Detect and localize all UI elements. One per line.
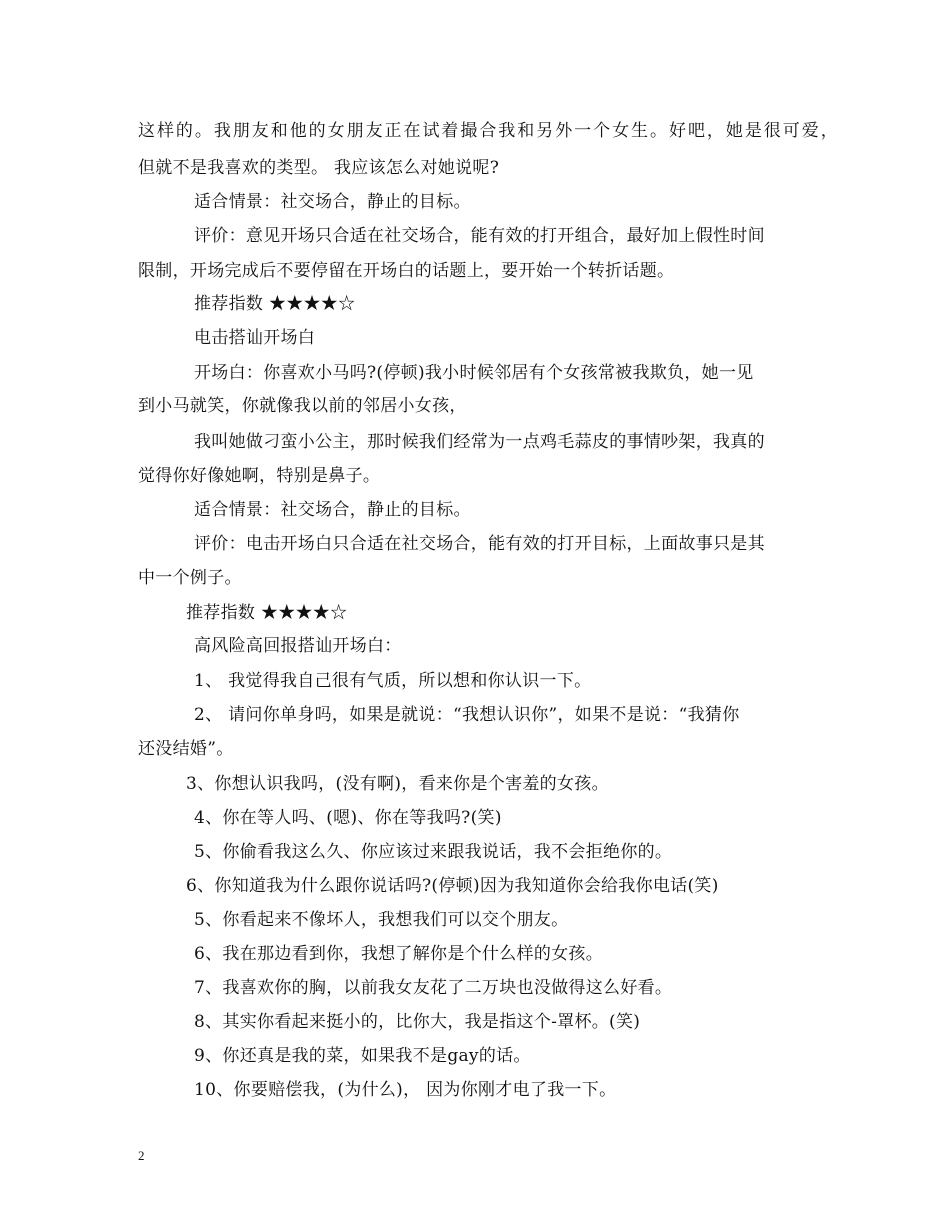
list-item-3: 3、你想认识我吗，(没有啊)，看来你是个害羞的女孩。 bbox=[186, 774, 609, 794]
list-item-5b: 5、你看起来不像坏人，我想我们可以交个朋友。 bbox=[194, 910, 569, 930]
text-line-13: 评价：电击开场白只合适在社交场合，能有效的打开目标，上面故事只是其 bbox=[194, 534, 765, 554]
text-line-1: 这样的。我朋友和他的女朋友正在试着撮合我和另外一个女生。好吧，她是很可爱， bbox=[138, 121, 838, 141]
section-heading-shock: 电击搭讪开场白 bbox=[194, 328, 316, 348]
list-item-10: 10、你要赔偿我，(为什么)， 因为你刚才电了我一下。 bbox=[194, 1080, 617, 1100]
list-item-4: 4、你在等人吗、(嗯)、你在等我吗?(笑) bbox=[194, 808, 502, 828]
text-line-12: 适合情景：社交场合，静止的目标。 bbox=[194, 500, 471, 520]
page-number: 2 bbox=[138, 1148, 145, 1163]
text-line-4: 评价：意见开场只合适在社交场合，能有效的打开组合，最好加上假性时间 bbox=[194, 226, 765, 246]
text-line-10: 我叫她做刁蛮小公主，那时候我们经常为一点鸡毛蒜皮的事情吵架，我真的 bbox=[194, 432, 765, 452]
list-item-8: 8、其实你看起来挺小的，比你大，我是指这个-罩杯。(笑) bbox=[194, 1012, 641, 1032]
list-item-2-continuation: 还没结婚”。 bbox=[138, 739, 234, 759]
list-item-6: 6、你知道我为什么跟你说话吗?(停顿)因为我知道你会给我你电话(笑) bbox=[186, 876, 719, 896]
list-item-5: 5、你偷看我这么久、你应该过来跟我说话，我不会拒绝你的。 bbox=[194, 842, 673, 862]
rating-line-2: 推荐指数 ★★★★☆ bbox=[186, 603, 348, 623]
text-line-9: 到小马就笑，你就像我以前的邻居小女孩， bbox=[138, 396, 467, 416]
section-heading-high-risk: 高风险高回报搭讪开场白： bbox=[194, 636, 402, 656]
list-item-7: 7、我喜欢你的胸，以前我女友花了二万块也没做得这么好看。 bbox=[194, 978, 673, 998]
text-line-2: 但就不是我喜欢的类型。 我应该怎么对她说呢? bbox=[138, 158, 500, 178]
list-item-2: 2、 请问你单身吗，如果是就说：“我想认识你”，如果不是说：“我猜你 bbox=[194, 705, 740, 725]
text-line-11: 觉得你好像她啊，特别是鼻子。 bbox=[138, 466, 381, 486]
list-item-1: 1、 我觉得我自己很有气质，所以想和你认识一下。 bbox=[194, 671, 592, 691]
list-item-9: 9、你还真是我的菜，如果我不是gay的话。 bbox=[194, 1046, 531, 1066]
text-line-8: 开场白：你喜欢小马吗?(停顿)我小时候邻居有个女孩常被我欺负，她一见 bbox=[194, 363, 754, 383]
list-item-6b: 6、我在那边看到你，我想了解你是个什么样的女孩。 bbox=[194, 944, 604, 964]
rating-line-1: 推荐指数 ★★★★☆ bbox=[194, 294, 356, 314]
text-line-5: 限制，开场完成后不要停留在开场白的话题上，要开始一个转折话题。 bbox=[138, 261, 675, 281]
text-line-3: 适合情景：社交场合，静止的目标。 bbox=[194, 192, 471, 212]
text-line-14: 中一个例子。 bbox=[138, 568, 242, 588]
